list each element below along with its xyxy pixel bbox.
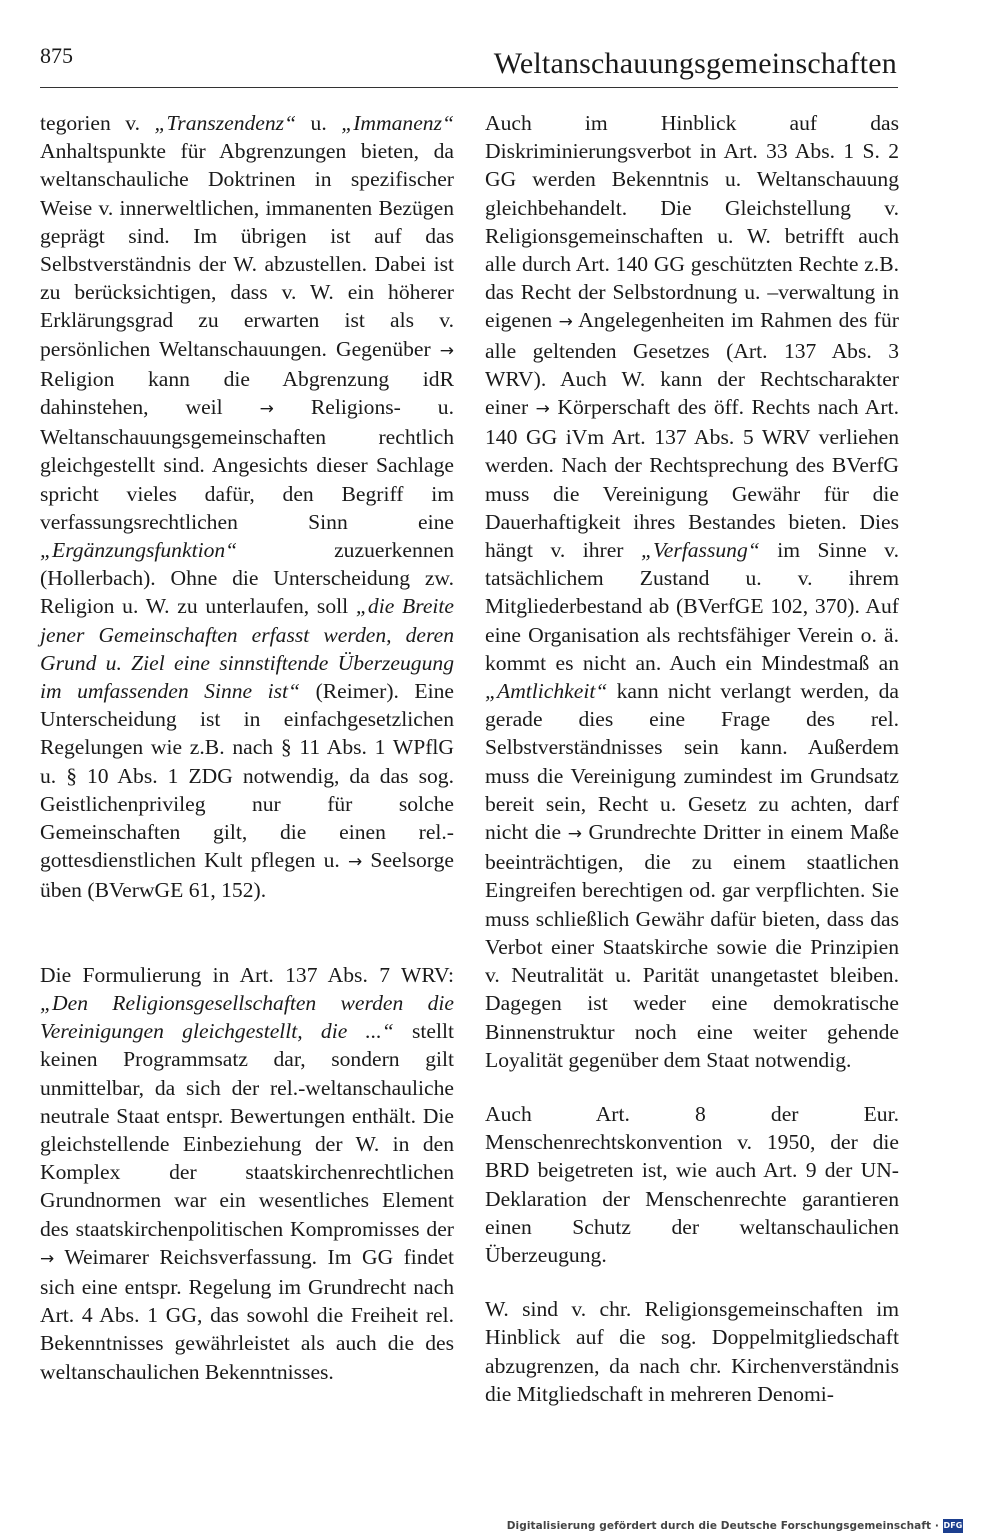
text-segment: (Reimer). Eine Unterscheidung ist in einfachgesetzlichen Regelungen wie z.B. nach § 11 Abs. 1 WPflG u. § 10 Abs. 1 ZDG notwendig, da das sog. Geistlichenprivileg nur für solche Gemeinschaften gilt, die einen rel.-gottesdienstlichen Kult pflegen u. [40,679,454,873]
italic-term: „Immanenz“ [341,111,454,135]
italic-term: „Amtlichkeit“ [485,679,608,704]
italic-quote: „die Breite jener Gemeinschaften erfasst werden, deren Grund u. Ziel eine sinnstiftende Überzeugung im umfassenden Sinne ist“ [40,594,455,704]
text-segment: stellt keinen Programmsatz dar, sondern gilt unmittelbar, da sich der rel.-weltanschauliche neutrale Staat entspr. Bewertungen enthält. Die gleichstellende Einbeziehung der W. in den Komplex der staatskirchenrechtlichen Grundnormen war ein wesentliches Element des staatskirchenpolitischen Kompromisses der [40,1019,454,1241]
text-segment: Auch im Hinblick auf das Diskriminierungsverbot in Art. 33 Abs. 1 S. 2 GG werden Bekenntnis u. Weltanschauung gleichbehandelt. Die Gleichstellung v. Religionsgemeinschaften u. W. betrifft auch alle durch Art. 140 GG geschützten Rechte z.B. das Recht der Selbstordnung u. –verwaltung in eigenen [485,111,899,333]
right-column [485,109,899,1408]
cross-reference-arrow-icon: → [40,1248,55,1269]
text-segment: Seelsorge üben (BVerwGE 61, 152). [40,848,454,903]
text-segment: kann nicht verlangt werden, da gerade dies eine Frage des rel. Selbstverständnisses sein kann. Außerdem muss die Vereinigung zumindest im Grundsatz bereit sein, Recht u. Gesetz zu achten, darf nicht die [485,679,899,845]
left-column [40,109,454,1386]
page-number: 875 [40,43,73,68]
footer-credit-text: Digitalisierung gefördert durch die Deutsche Forschungsgemeinschaft · [506,1520,939,1532]
text-segment: u. [296,111,342,135]
text-segment: Angelegenheiten im Rahmen des für alle geltenden Gesetzes (Art. 137 Abs. 3 WRV). Auch W. kann der Rechtscharakter einer [485,308,899,420]
text-segment: im Sinne v. tatsächlichem Zustand u. v. ihrem Mitgliederbestand ab (BVerfGE 102, 370). Auf eine Organisation als rechtsfähiger Verein o. ä. kommt es nicht an. Auch ein Mindestmaß an [485,538,899,675]
text-segment: Grundrechte Dritter in einem Maße beeinträchtigen, die zu einem staatlichen Eingreifen berechtigen od. gar verpflichten. Sie muss schließlich Gewähr dafür bieten, dass das Verbot einer Staatskirche sowie die Prinzipien v. Neutralität u. Parität unangetastet bleiben. Dagegen ist weder eine demokratische Binnenstruktur noch eine weiter gehende Loyalität gegenüber dem Staat notwendig. [485,820,899,1072]
running-head: Weltanschauungsgemeinschaften [493,47,897,80]
text-segment: Anhaltspunkte für Abgrenzungen bieten, da weltanschauliche Doktrinen in spezifischer Weise v. innerweltlichen, immanenten Bezügen geprägt sind. Im übrigen ist auf das Selbstverständnis der W. abzustellen. Dabei ist zu berücksichtigen, dass v. W. ein höherer Erklärungsgrad zu erwarten ist als v. persönlichen Weltanschauungen. Gegenüber [40,139,454,361]
italic-term: „Ergänzungsfunktion“ [40,538,238,563]
italic-quote: „Den Religionsgesellschaften werden die Vereinigungen gleichgestellt, die ...“ [40,990,454,1044]
text-segment: Die Formulierung in Art. 137 Abs. 7 WRV: [40,962,454,987]
left-paragraph-1 [40,109,454,905]
cross-reference-arrow-icon: → [567,824,582,845]
text-segment: zuzuerkennen (Hollerbach). Ohne die Unterscheidung zw. Religion u. W. zu unterlaufen, soll [40,538,454,619]
cross-reference-arrow-icon: → [259,399,274,420]
cross-reference-arrow-icon: → [535,399,550,420]
header-rule [40,87,898,88]
text-segment: Körperschaft des öff. Rechts nach Art. 140 GG iVm Art. 137 Abs. 5 WRV verliehen werden. Nach der Rechtsprechung des BVerfG muss die Vereinigung Gewähr für die Dauerhaftigkeit ihres Bestandes bieten. Dies hängt v. ihrer [485,395,899,563]
text-segment: Weimarer Reichsverfassung. Im GG findet sich eine entspr. Regelung im Grundrecht nach Art. 4 Abs. 1 GG, das sowohl die Freiheit rel. Bekenntnisses gewährleistet als auch die des weltanschaulichen Bekenntnisses. [40,1244,454,1384]
italic-term: „Transzendenz“ [154,111,297,135]
text-segment: Religions- u. Weltanschauungsgemeinschaften rechtlich gleichgestellt sind. Angesichts dieser Sachlage spricht vieles dafür, den Begriff im verfassungsrechtlichen Sinn eine [40,395,455,534]
cross-reference-arrow-icon: → [558,312,573,333]
right-paragraph-2: Auch Art. 8 der Eur. Menschenrechtskonvention v. 1950, der die BRD beigetreten ist, wie auch Art. 9 der UN-Deklaration der Menschenrechte garantieren einen Schutz der weltanschaulichen Überzeugung. [485,1101,899,1267]
cross-reference-arrow-icon: → [348,852,363,873]
left-paragraph-2 [40,961,454,1386]
italic-term: „Verfassung“ [640,538,760,563]
text-segment: Religion kann die Abgrenzung idR dahinstehen, weil [40,366,454,420]
text-segment: tegorien v. [40,111,155,135]
cross-reference-arrow-icon: → [439,340,454,361]
right-paragraph-1 [485,109,899,1074]
dfg-logo-icon: DFG [943,1519,963,1533]
footer-credit [507,1519,963,1533]
right-paragraph-3: W. sind v. chr. Religionsgemeinschaften im Hinblick auf die sog. Doppelmitgliedschaft abzugrenzen, da nach chr. Kirchenverständnis die Mitgliedschaft in mehreren Denomi- [485,1297,899,1406]
